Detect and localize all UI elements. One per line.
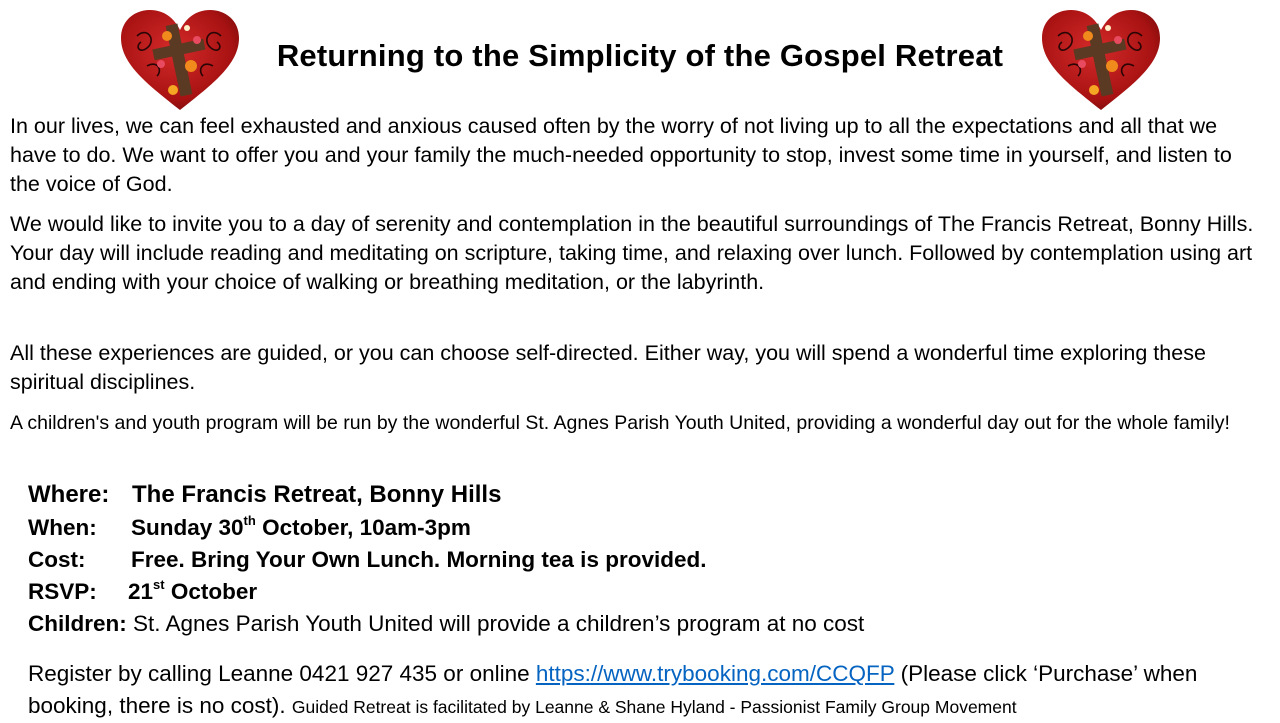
invitation-paragraph: We would like to invite you to a day of serenity and contemplation in the beautiful surroundings of The Francis Retreat, Bonny Hills. Your day will include reading and meditating on scripture, taking time, and relaxing over lunch. Followed by contemplation using art and ending with your choice of walking or breathing meditation, or the labyrinth. xyxy=(10,212,1254,294)
page-title: Returning to the Simplicity of the Gospel Retreat xyxy=(276,38,1004,73)
register-text xyxy=(28,658,1268,723)
booking-link[interactable]: https://www.trybooking.com/CCQFP xyxy=(535,661,895,686)
rsvp-rest: October xyxy=(164,579,258,604)
children-value: St. Agnes Parish Youth United will provide a children’s program at no cost xyxy=(126,611,865,636)
where-row xyxy=(28,478,1268,512)
where-value: The Francis Retreat, Bonny Hills xyxy=(132,481,502,508)
when-day-suffix: th xyxy=(243,512,256,528)
cost-row xyxy=(28,544,1268,576)
rsvp-row xyxy=(28,576,1268,608)
children-row xyxy=(28,608,1268,640)
rsvp-day-suffix: st xyxy=(153,576,165,592)
rsvp-label: RSVP: xyxy=(28,579,97,604)
rsvp-day: 21 xyxy=(128,579,154,604)
when-row xyxy=(28,512,1268,544)
register-suffix: (Please click ‘Purchase’ when booking, there is no cost). xyxy=(28,661,1198,718)
when-label: When: xyxy=(28,515,97,540)
where-label: Where: xyxy=(28,481,110,508)
event-details xyxy=(28,478,1268,640)
cost-label: Cost: xyxy=(28,547,86,572)
facilitator-credit: Guided Retreat is facilitated by Leanne & Shane Hyland - Passionist Family Group Movement xyxy=(291,697,1017,717)
guidance-paragraph: All these experiences are guided, or you can choose self-directed. Either way, you will spend a wonderful time exploring these spiritual disciplines. xyxy=(10,341,1206,394)
when-day: Sunday 30 xyxy=(131,515,244,540)
when-rest: October, 10am-3pm xyxy=(255,515,471,540)
intro-paragraph: In our lives, we can feel exhausted and anxious caused often by the worry of not living up to all the expectations and all that we have to do. We want to offer you and your family the much-needed opportunity to stop, invest some time in yourself, and listen to the voice of God. xyxy=(10,114,1232,196)
register-prefix: Register by calling Leanne 0421 927 435 or online xyxy=(28,661,536,686)
children-label: Children: xyxy=(28,611,127,636)
cost-value: Free. Bring Your Own Lunch. Morning tea is provided. xyxy=(131,547,707,572)
children-paragraph: A children's and youth program will be run by the wonderful St. Agnes Parish Youth United, providing a wonderful day out for the whole family! xyxy=(10,412,1230,434)
